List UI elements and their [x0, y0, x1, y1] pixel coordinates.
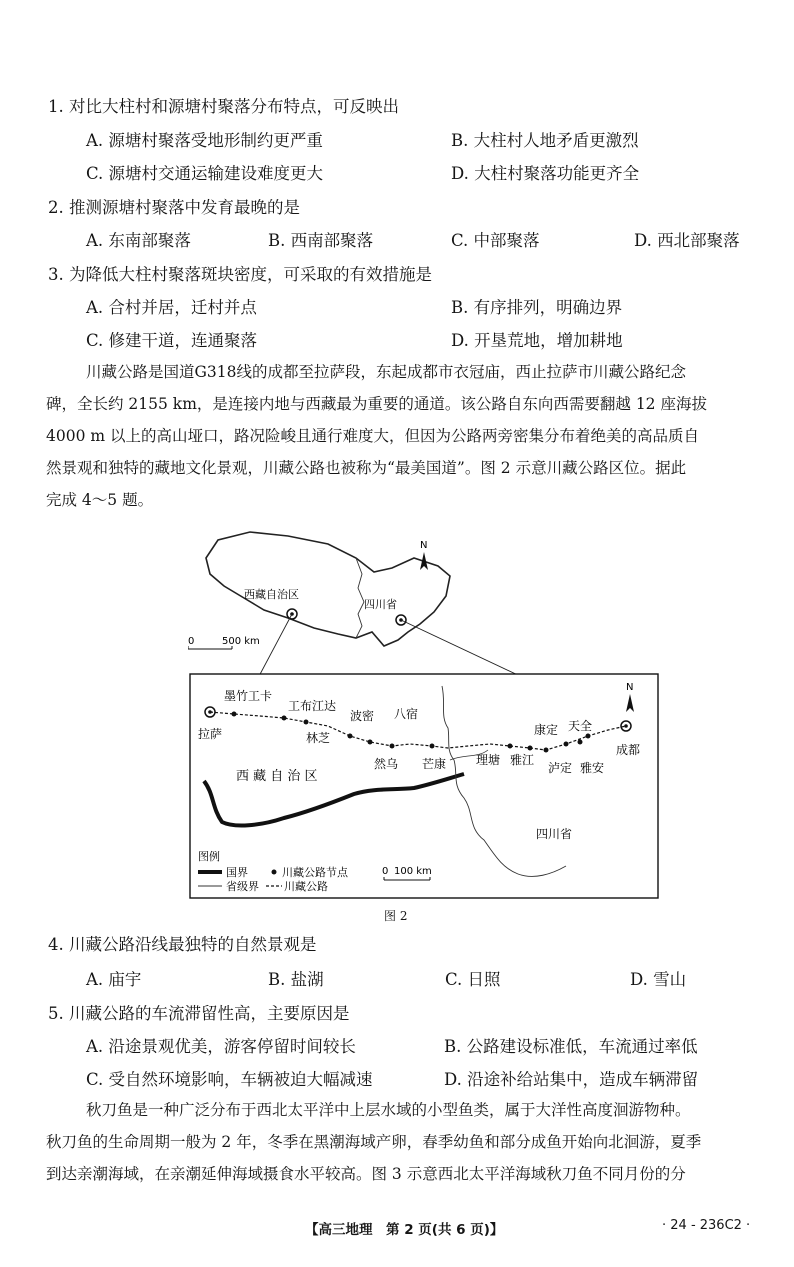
node-yajiang-marker — [528, 746, 533, 751]
detail-scale-zero: 0 — [382, 866, 389, 877]
node-kangding-marker — [544, 748, 549, 753]
question-3-option-b[interactable]: B. 有序排列，明确边界 — [451, 298, 623, 317]
question-3-option-a[interactable]: A. 合村并居，迁村并点 — [86, 298, 257, 317]
question-4-option-a[interactable]: A. 庙宇 — [86, 970, 142, 989]
question-4-stem: 4. 川藏公路沿线最独特的自然景观是 — [48, 935, 317, 954]
passage1-line-5: 完成 4～5 题。 — [46, 491, 154, 509]
page-footer-label: 【高三地理 第 2 页(共 6 页)】 — [305, 1222, 504, 1238]
figure-2-caption: 图 2 — [384, 909, 408, 923]
overview-north-label: N — [420, 540, 428, 551]
question-5-stem: 5. 川藏公路的车流滞留性高，主要原因是 — [48, 1004, 350, 1023]
figure-2-map — [188, 528, 660, 900]
node-yajiang-label: 雅江 — [510, 753, 535, 767]
question-1-option-a[interactable]: A. 源塘村聚落受地形制约更严重 — [86, 131, 323, 150]
node-litang-label: 理塘 — [476, 753, 501, 767]
passage1-line-4: 然景观和独特的藏地文化景观，川藏公路也被称为“最美国道”。图 2 示意川藏公路区位。据此 — [46, 459, 687, 477]
question-4-option-b[interactable]: B. 盐湖 — [268, 970, 324, 989]
node-ranwu-label: 然乌 — [374, 757, 399, 771]
question-5-option-a[interactable]: A. 沿途景观优美，游客停留时间较长 — [86, 1037, 356, 1056]
legend-node-label: 川藏公路节点 — [282, 866, 348, 879]
node-ranwu-marker — [368, 740, 373, 745]
question-1-stem: 1. 对比大柱村和源塘村聚落分布特点，可反映出 — [48, 97, 399, 116]
node-markam-marker — [430, 744, 435, 749]
node-linzhi-label: 林芝 — [306, 731, 331, 745]
passage1-line-1: 川藏公路是国道G318线的成都至拉萨段，东起成都市衣冠庙，西止拉萨市川藏公路纪念 — [86, 363, 686, 381]
detail-region-tibet: 西 藏 自 治 区 — [236, 769, 318, 784]
question-1-option-c[interactable]: C. 源塘村交通运输建设难度更大 — [86, 164, 324, 183]
node-yaan-label: 雅安 — [580, 761, 605, 775]
node-tianquan-label: 天全 — [568, 719, 593, 733]
overview-scale-label: 500 km — [222, 636, 260, 647]
detail-north-label: N — [626, 682, 634, 693]
question-4-option-d[interactable]: D. 雪山 — [630, 970, 687, 989]
question-5-option-d[interactable]: D. 沿途补给站集中，造成车辆滞留 — [444, 1070, 699, 1089]
legend-title: 图例 — [198, 850, 220, 863]
question-1-option-d[interactable]: D. 大柱村聚落功能更齐全 — [451, 164, 640, 183]
detail-region-sichuan: 四川省 — [536, 827, 573, 841]
passage1-line-2: 碑，全长约 2155 km，是连接内地与西藏最为重要的通道。该公路自东向西需要翻越 12 座海拔 — [46, 395, 707, 413]
legend-highway-label: 川藏公路 — [284, 880, 328, 893]
node-bomi-label: 波密 — [350, 709, 375, 723]
node-kangding-label: 康定 — [534, 723, 559, 737]
node-chengdu-label: 成都 — [616, 743, 641, 757]
question-2-option-a[interactable]: A. 东南部聚落 — [86, 231, 191, 250]
passage2-line-3: 到达亲潮海域，在亲潮延伸海域摄食水平较高。图 3 示意西北太平洋海域秋刀鱼不同月份的分 — [46, 1165, 686, 1183]
node-luding-marker — [564, 742, 569, 747]
node-litang-marker — [508, 744, 513, 749]
overview-tibet-label: 西藏自治区 — [244, 588, 299, 601]
legend-provincial-border-label: 省级界 — [226, 880, 259, 893]
node-tianquan-marker — [586, 734, 591, 739]
paper-code: · 24 - 236C2 · — [662, 1218, 751, 1233]
question-3-option-c[interactable]: C. 修建干道，连通聚落 — [86, 331, 258, 350]
question-3-stem: 3. 为降低大柱村聚落斑块密度，可采取的有效措施是 — [48, 265, 432, 284]
legend-node-swatch — [272, 870, 277, 875]
question-5-option-c[interactable]: C. 受自然环境影响，车辆被迫大幅减速 — [86, 1070, 373, 1089]
question-2-stem: 2. 推测源塘村聚落中发育最晚的是 — [48, 198, 300, 217]
overview-scale-zero: 0 — [188, 636, 195, 647]
question-2-option-b[interactable]: B. 西南部聚落 — [268, 231, 374, 250]
node-yaan-marker — [578, 740, 583, 745]
node-lhasa-label: 拉萨 — [198, 727, 223, 741]
node-baxoi-label: 八宿 — [394, 707, 419, 721]
legend-national-border-label: 国界 — [226, 866, 248, 879]
node-baxoi-marker — [390, 744, 395, 749]
question-4-option-c[interactable]: C. 日照 — [445, 970, 501, 989]
question-3-option-d[interactable]: D. 开垦荒地，增加耕地 — [451, 331, 623, 350]
passage2-line-2: 秋刀鱼的生命周期一般为 2 年，冬季在黑潮海域产卵，春季幼鱼和部分成鱼开始向北洄游，夏季 — [46, 1133, 702, 1151]
passage-sichuan-tibet-highway — [46, 356, 776, 516]
question-5-option-b[interactable]: B. 公路建设标准低，车流通过率低 — [444, 1037, 698, 1056]
node-markam-label: 芒康 — [422, 757, 447, 771]
passage1-line-3: 4000 m 以上的高山垭口，路况险峻且通行难度大，但因为公路两旁密集分布着绝美的高品质自 — [46, 427, 700, 445]
question-2-option-d[interactable]: D. 西北部聚落 — [634, 231, 740, 250]
passage2-line-1: 秋刀鱼是一种广泛分布于西北太平洋中上层水域的小型鱼类，属于大洋性高度洄游物种。 — [86, 1101, 691, 1119]
node-mozhugongka-marker — [232, 712, 237, 717]
route-map-svg — [188, 528, 660, 900]
node-gongbujiangda-marker — [282, 716, 287, 721]
passage-pacific-saury — [46, 1094, 776, 1190]
overview-outline — [206, 532, 450, 646]
node-mozhugongka-label: 墨竹工卡 — [224, 689, 273, 703]
node-linzhi-marker — [304, 720, 309, 725]
question-1-option-b[interactable]: B. 大柱村人地矛盾更激烈 — [451, 131, 639, 150]
detail-scale-label: 100 km — [394, 866, 432, 877]
node-bomi-marker — [348, 734, 353, 739]
node-gongbujiangda-label: 工布江达 — [288, 699, 337, 713]
overview-map — [188, 532, 450, 649]
overview-sichuan-label: 四川省 — [364, 598, 397, 611]
node-luding-label: 泸定 — [548, 761, 573, 775]
question-2-option-c[interactable]: C. 中部聚落 — [451, 231, 540, 250]
